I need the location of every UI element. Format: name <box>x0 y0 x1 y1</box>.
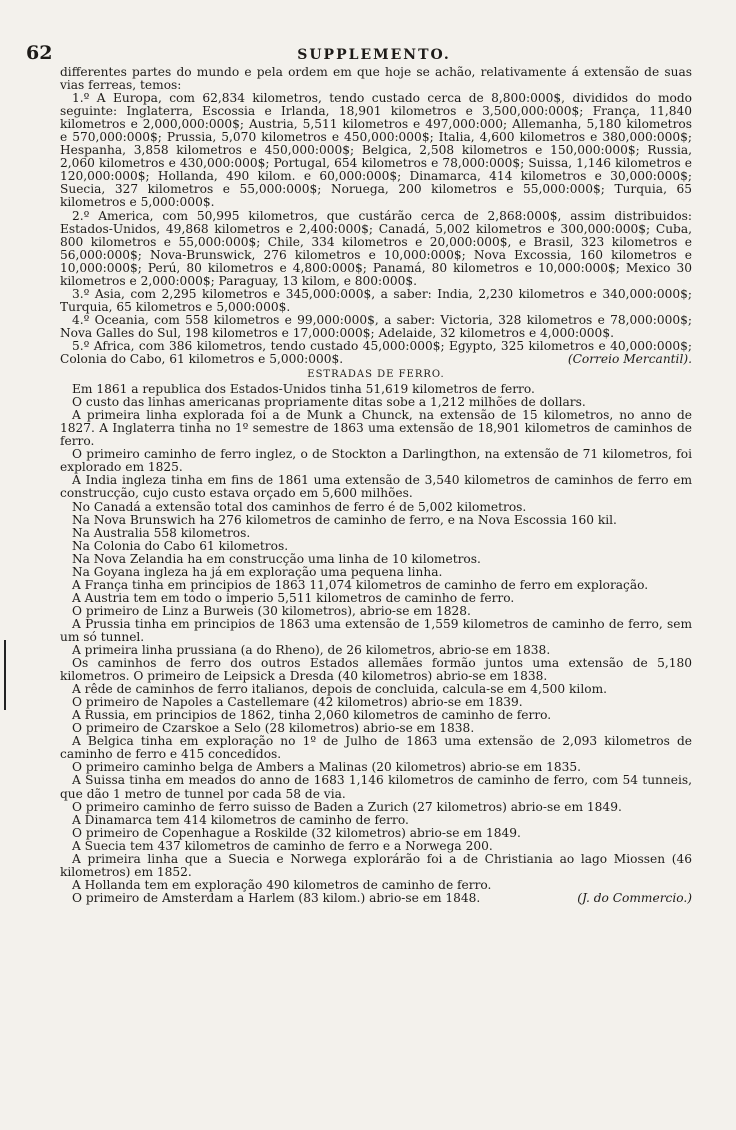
paragraph: O primeiro de Linz a Burweis (30 kilometros), abrio-se em 1828. <box>72 603 471 618</box>
paragraph: A primeira linha explorada foi a de Munk a Chunck, na extensão de 15 kilometros, no anno de 1827. A Inglaterra tinha no 1º semestre de 1863 uma extensão de 18,901 kilometros de caminhos de ferro. <box>60 408 692 449</box>
paragraph: A primeira linha prussiana (a do Rheno), de 26 kilometros, abrio-se em 1838. <box>72 643 551 658</box>
paragraph: A primeira linha que a Suecia e Norwega explorárão foi a de Christiania ao lago Miossen (46 kilometros) em 1852. <box>60 851 692 879</box>
paragraph: A Dinamarca tem 414 kilometros de caminho de ferro. <box>72 812 409 827</box>
source-citation: (Correio Mercantil). <box>567 352 692 367</box>
paragraph: O custo das linhas americanas propriamente ditas sobe a 1,212 milhões de dollars. <box>72 395 586 410</box>
paragraph: A Belgica tinha em exploração no 1º de Julho de 1863 uma extensão de 2,093 kilometros de caminho de ferro e 415 concedidos. <box>60 734 692 762</box>
source-citation: (J. do Commercio.) <box>577 890 692 905</box>
paragraph: A India ingleza tinha em fins de 1861 uma extensão de 3,540 kilometros de caminhos de ferro em construcção, cujo custo estava orçado em 5,600 milhões. <box>60 473 692 501</box>
paragraph: Os caminhos de ferro dos outros Estados allemães formão juntos uma extensão de 5,180 kilometros. O primeiro de Leipsick a Dresda (40 kilometros) abrio-se em 1838. <box>60 656 692 684</box>
paragraph: O primeiro de Czarskoe a Selo (28 kilometros) abrio-se em 1838. <box>72 721 475 736</box>
continent-list <box>60 92 692 366</box>
continent-europe: 1.º A Europa, com 62,834 kilometros, tendo custado cerca de 8,800:000$, divididos do modo seguinte: Inglaterra, Escossia e Irlanda, 18,901 kilometros e 3,500,000:000$; França, 11,840 kilometros e 2,000,000:000$; Austria, 5,511 kilometros e 497,000:000; Allemanha, 5,180 kilometros e 570,000:000$; Prussia, 5,070 kilometros e 450,000:000$; Italia, 4,600 kilometros e 380,000:000$; Hespanha, 3,858 kilometros e 450,000:000$; Belgica, 2,508 kilometros e 150,000:000$; Russia, 2,060 kilometros e 430,000:000$; Portugal, 654 kilometros e 78,000:000$; Suissa, 1,146 kilometros e 120,000:000$; Hollanda, 490 kilom. e 60,000:000$; Dinamarca, 414 kilometros e 30,000:000$; Suecia, 327 kilometros e 55,000:000$; Noruega, 200 kilometros e 55,000:000$; Turquia, 65 kilometros e 5,000:000$. <box>60 91 692 210</box>
continent-africa-text: 5.º Africa, com 386 kilometros, tendo custado 45,000:000$; Egypto, 325 kilometros e 40,000:000$; Colonia do Cabo, 61 kilometros e 5,000:000$. <box>60 338 692 367</box>
paragraph: A Suecia tem 437 kilometros de caminho de ferro e a Norwega 200. <box>72 838 493 853</box>
paragraph: Na Australia 558 kilometros. <box>72 525 251 540</box>
continent-america: 2.º America, com 50,995 kilometros, que custárão cerca de 2,868:000$, assim distribuidos: Estados-Unidos, 49,868 kilometros e 2,400:000$; Canadá, 5,002 kilometros e 300,000:000$; Cuba, 800 kilometros e 55,000:000$; Chile, 334 kilometros e 20,000:000$, e Brasil, 323 kilometros e 56,000:000$; Nova-Brunswick, 276 kilometros e 10,000:000$; Nova Excossia, 160 kilometros e 10,000:000$; Perú, 80 kilometros e 4,800:000$; Panamá, 80 kilometros e 10,000:000$; Mexico 30 kilometros e 2,000:000$; Paraguay, 13 kilom, e 800:000$. <box>60 208 692 288</box>
paragraph: No Canadá a extensão total dos caminhos de ferro é de 5,002 kilometros. <box>72 499 527 514</box>
railway-facts <box>60 383 692 905</box>
paragraph: Na Colonia do Cabo 61 kilometros. <box>72 538 289 553</box>
paragraph-last-text: O primeiro de Amsterdam a Harlem (83 kilom.) abrio-se em 1848. <box>72 890 481 905</box>
running-head: SUPPLEMENTO. <box>297 47 451 63</box>
paragraph: Na Nova Zelandia ha em construcção uma linha de 10 kilometros. <box>72 551 481 566</box>
paragraph: A rêde de caminhos de ferro italianos, depois de concluida, calcula-se em 4,500 kilom. <box>72 682 608 697</box>
paragraph: O primeiro caminho de ferro suisso de Baden a Zurich (27 kilometros) abrio-se em 1849. <box>72 799 622 814</box>
paragraph: A França tinha em principios de 1863 11,074 kilometros de caminho de ferro em exploração. <box>72 577 649 592</box>
paragraph: A Prussia tinha em principios de 1863 uma extensão de 1,559 kilometros de caminho de ferro, sem um só tunnel. <box>60 616 692 644</box>
paragraph-last <box>60 892 692 905</box>
intro-paragraph: differentes partes do mundo e pela ordem em que hoje se achão, relativamente á extensão de suas vias ferreas, temos: <box>60 65 692 93</box>
page-number: 62 <box>26 42 53 64</box>
paragraph: O primeiro de Napoles a Castellemare (42 kilometros) abrio-se em 1839. <box>72 695 523 710</box>
paragraph: O primeiro caminho belga de Ambers a Malinas (20 kilometros) abrio-se em 1835. <box>72 760 582 775</box>
paragraph: O primeiro caminho de ferro inglez, o de Stockton a Darlingthon, na extensão de 71 kilometros, foi explorado em 1825. <box>60 447 692 475</box>
page-header <box>26 42 692 64</box>
paragraph: Na Goyana ingleza ha já em exploração uma pequena linha. <box>72 564 443 579</box>
section-title: ESTRADAS DE FERRO. <box>307 369 445 381</box>
continent-asia: 3.º Asia, com 2,295 kilometros e 345,000:000$, a saber: India, 2,230 kilometros e 340,000:000$; Turquia, 65 kilometros e 5,000:000$. <box>60 286 692 314</box>
paragraph: A Russia, em principios de 1862, tinha 2,060 kilometros de caminho de ferro. <box>72 708 552 723</box>
paragraph: A Suissa tinha em meados do anno de 1683 1,146 kilometros de caminho de ferro, com 54 tunneis, que dão 1 metro de tunnel por cada 58 de via. <box>60 773 692 801</box>
paragraph: Na Nova Brunswich ha 276 kilometros de caminho de ferro, e na Nova Escossia 160 kil. <box>72 512 617 527</box>
margin-mark <box>4 640 6 710</box>
paragraph: A Hollanda tem em exploração 490 kilometros de caminho de ferro. <box>72 877 492 892</box>
paragraph: O primeiro de Copenhague a Roskilde (32 kilometros) abrio-se em 1849. <box>72 825 521 840</box>
continent-oceania: 4.º Oceania, com 558 kilometros e 99,000:000$, a saber: Victoria, 328 kilometros e 78,000:000$; Nova Galles do Sul, 198 kilometros e 17,000:000$; Adelaide, 32 kilometros e 4,000:000$. <box>60 312 692 340</box>
paragraph: A Austria tem em todo o imperio 5,511 kilometros de caminho de ferro. <box>72 590 515 605</box>
paragraph: Em 1861 a republica dos Estados-Unidos tinha 51,619 kilometros de ferro. <box>72 382 535 397</box>
continent-africa <box>60 340 692 366</box>
